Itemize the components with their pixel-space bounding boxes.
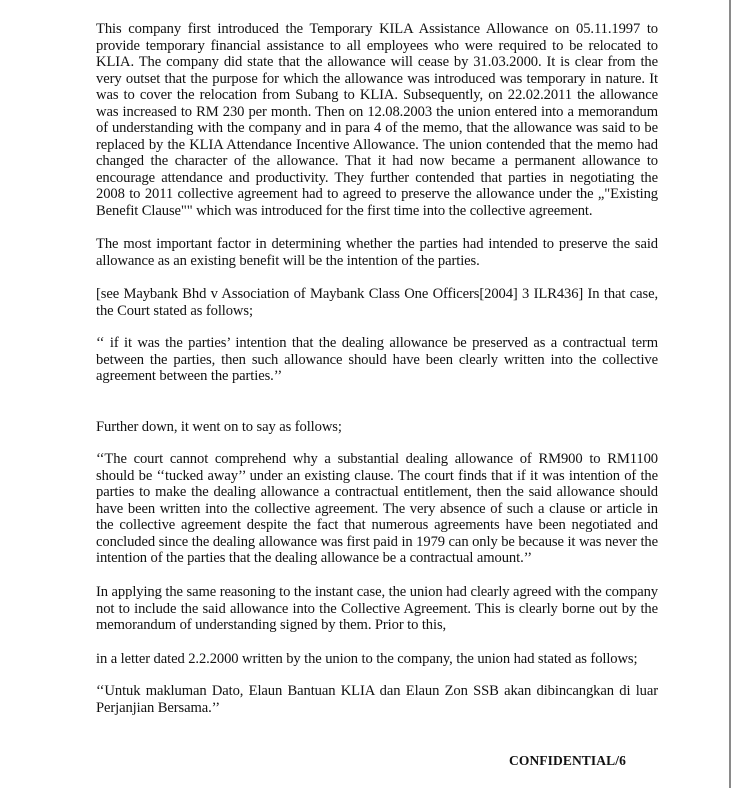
paragraph-letter-dated: in a letter dated 2.2.2000 written by the union to the company, the union had stated as follows; bbox=[96, 651, 638, 667]
page-footer-confidential: CONFIDENTIAL/6 bbox=[509, 753, 626, 768]
paragraph-kila-allowance-history: This company first introduced the Temporary KILA Assistance Allowance on 05.11.1997 to provide temporary financial assistance to all employees who were required to be relocated to KLIA. The company did state that the allowance will cease by 31.03.2000. It is clear from the very outset that the purpose for which the allowance was introduced was temporary in nature. It was to cover the relocation from Subang to KLIA. Subsequently, on 22.02.2011 the allowance was increased to RM 230 per month. Then on 12.08.2003 the union entered into a memorandum of understanding with the company and in para 4 of the memo, that the allowance was said to be replaced by the KLIA Attendance Incentive Allowance. The union contended that the memo had changed the character of the allowance. That it had now became a permanent allowance to encourage attendance and productivity. They further contended that parties in negotiating the 2008 to 2011 collective agreement had to agreed to preserve the allowance under the „"Existing Benefit Clause"" which was introduced for the first time into the collective agreement. bbox=[96, 21, 658, 219]
paragraph-intention-factor: The most important factor in determining whether the parties had intended to preserve the said allowance as an existing benefit will be the intention of the parties. bbox=[96, 236, 658, 269]
quote-dealing-allowance: ‘‘ if it was the parties’ intention that the dealing allowance be preserved as a contractual term between the parties, then such allowance should have been clearly written into the collective agreement between the parties.’’ bbox=[96, 335, 658, 384]
paragraph-maybank-citation: [see Maybank Bhd v Association of Maybank Class One Officers[2004] 3 ILR436] In that case, the Court stated as follows; bbox=[96, 286, 658, 319]
quote-court-cannot-comprehend: ‘‘The court cannot comprehend why a substantial dealing allowance of RM900 to RM1100 should be ‘‘tucked away’’ under an existing clause. The court finds that if it was intention of the parties to make the dealing allowance a contractual entitlement, then the said allowance should have been written into the collective agreement. The very absence of such a clause or article in the collective agreement despite the fact that numerous agreements have been negotiated and concluded since the dealing allowance was first paid in 1979 can only be because it was never the intention of the parties that the dealing allowance be a contractual amount.’’ bbox=[96, 451, 658, 566]
paragraph-applying-reasoning: In applying the same reasoning to the instant case, the union had clearly agreed with the company not to include the said allowance into the Collective Agreement. This is clearly borne out by the memorandum of understanding signed by them. Prior to this, bbox=[96, 584, 658, 633]
paragraph-further-down: Further down, it went on to say as follows; bbox=[96, 419, 342, 435]
quote-malay-letter: ‘‘Untuk makluman Dato, Elaun Bantuan KLIA dan Elaun Zon SSB akan dibincangkan di luar Perjanjian Bersama.’’ bbox=[96, 683, 658, 716]
